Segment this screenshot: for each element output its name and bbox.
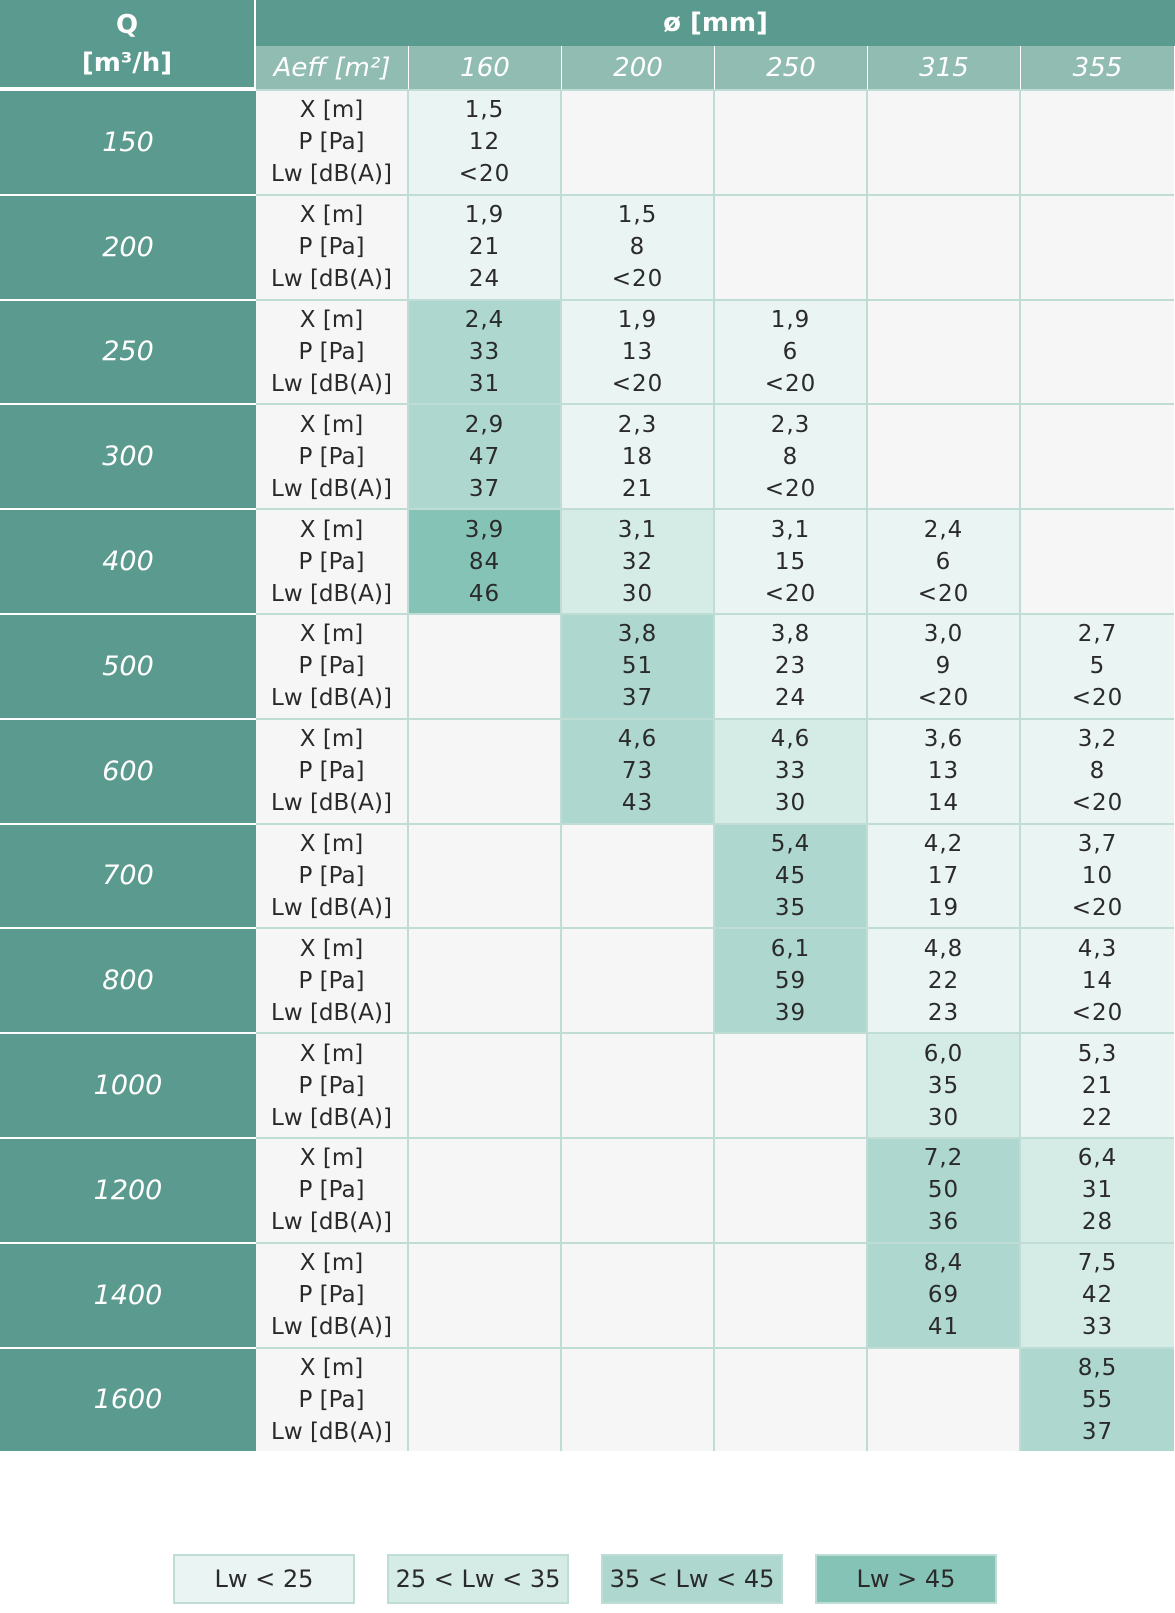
value-x: 3,8 [617, 621, 658, 648]
value-cell [409, 403, 562, 508]
param-label: Lw [dB(A)] [271, 685, 392, 712]
param-label: P [Pa] [298, 967, 365, 994]
value-x: 1,5 [464, 97, 505, 124]
value-x: 3,8 [770, 621, 811, 648]
param-label: X [m] [299, 1040, 364, 1067]
value-p: 35 [927, 1072, 960, 1099]
value-x: 2,4 [464, 306, 505, 333]
value-x: 5,3 [1077, 1040, 1118, 1067]
value-lw: <20 [1071, 894, 1124, 921]
value-x: 1,9 [617, 306, 658, 333]
value-lw: 24 [468, 266, 501, 293]
value-x: 6,0 [923, 1040, 964, 1067]
flow-rate-cell: 600 [0, 718, 256, 823]
value-p: 14 [1081, 967, 1114, 994]
empty-cell [409, 1137, 562, 1242]
param-label: Lw [dB(A)] [271, 790, 392, 817]
flow-rate-cell: 1600 [0, 1347, 256, 1452]
value-p: 8 [1089, 758, 1106, 785]
value-cell [715, 927, 868, 1032]
param-label: P [Pa] [298, 443, 365, 470]
value-cell [868, 823, 1021, 928]
value-cell [409, 194, 562, 299]
empty-cell [1021, 89, 1174, 194]
param-label: Lw [dB(A)] [271, 580, 392, 607]
value-x: 6,4 [1077, 1145, 1118, 1172]
value-cell [868, 1032, 1021, 1137]
diameter-header: ø [mm] [256, 0, 1175, 46]
legend-item-lw_25_35: 25 < Lw < 35 [387, 1554, 569, 1604]
param-label: P [Pa] [298, 1386, 365, 1413]
flow-rate-cell: 1400 [0, 1242, 256, 1347]
value-cell [1021, 927, 1174, 1032]
value-lw: <20 [611, 370, 664, 397]
empty-cell [715, 1242, 868, 1347]
param-label-cell [256, 613, 409, 718]
value-x: 1,5 [617, 202, 658, 229]
value-p: 6 [935, 548, 952, 575]
value-lw: 43 [621, 790, 654, 817]
empty-cell [409, 613, 562, 718]
value-x: 2,4 [923, 516, 964, 543]
q-header [0, 0, 256, 89]
empty-cell [1021, 508, 1174, 613]
value-x: 3,0 [923, 621, 964, 648]
param-label: P [Pa] [298, 129, 365, 156]
value-cell [715, 508, 868, 613]
flow-rate-cell: 250 [0, 299, 256, 404]
value-p: 31 [1081, 1177, 1114, 1204]
value-cell [409, 299, 562, 404]
value-lw: 37 [621, 685, 654, 712]
value-cell [1021, 823, 1174, 928]
value-cell [409, 508, 562, 613]
empty-cell [409, 927, 562, 1032]
value-x: 7,5 [1077, 1250, 1118, 1277]
value-lw: 24 [774, 685, 807, 712]
value-lw: <20 [764, 580, 817, 607]
value-p: 47 [468, 443, 501, 470]
param-label: X [m] [299, 1250, 364, 1277]
value-lw: 21 [621, 475, 654, 502]
param-label: X [m] [299, 306, 364, 333]
empty-cell [715, 1137, 868, 1242]
value-cell [1021, 718, 1174, 823]
value-x: 3,9 [464, 516, 505, 543]
empty-cell [868, 89, 1021, 194]
legend-item-lw_35_45: 35 < Lw < 45 [601, 1554, 783, 1604]
diameter-355-header: 355 [1021, 46, 1174, 89]
flow-rate-cell: 700 [0, 823, 256, 928]
param-label: Lw [dB(A)] [271, 894, 392, 921]
empty-cell [715, 1032, 868, 1137]
value-lw: <20 [764, 370, 817, 397]
empty-cell [868, 1347, 1021, 1452]
value-p: 6 [782, 338, 799, 365]
value-p: 22 [927, 967, 960, 994]
value-cell [562, 718, 715, 823]
value-p: 8 [629, 234, 646, 261]
value-p: 13 [927, 758, 960, 785]
value-p: 33 [774, 758, 807, 785]
param-label: P [Pa] [298, 1282, 365, 1309]
empty-cell [1021, 194, 1174, 299]
value-cell [1021, 1242, 1174, 1347]
empty-cell [1021, 403, 1174, 508]
value-lw: <20 [1071, 685, 1124, 712]
empty-cell [715, 89, 868, 194]
value-lw: 30 [621, 580, 654, 607]
param-label: X [m] [299, 202, 364, 229]
param-label: X [m] [299, 830, 364, 857]
value-p: 21 [468, 234, 501, 261]
value-p: 8 [782, 443, 799, 470]
empty-cell [715, 194, 868, 299]
param-label: P [Pa] [298, 1177, 365, 1204]
diameter-200-header: 200 [562, 46, 715, 89]
value-p: 23 [774, 653, 807, 680]
value-lw: 30 [927, 1104, 960, 1131]
value-cell [868, 1137, 1021, 1242]
value-p: 42 [1081, 1282, 1114, 1309]
value-x: 3,6 [923, 726, 964, 753]
value-x: 5,4 [770, 830, 811, 857]
value-lw: <20 [1071, 999, 1124, 1026]
param-label-cell [256, 403, 409, 508]
param-label-cell [256, 927, 409, 1032]
value-x: 2,3 [770, 411, 811, 438]
param-label: Lw [dB(A)] [271, 999, 392, 1026]
param-label-cell [256, 1347, 409, 1452]
param-label: P [Pa] [298, 234, 365, 261]
empty-cell [409, 1242, 562, 1347]
value-p: 59 [774, 967, 807, 994]
value-x: 8,5 [1077, 1354, 1118, 1381]
param-label: X [m] [299, 411, 364, 438]
param-label: P [Pa] [298, 758, 365, 785]
value-p: 18 [621, 443, 654, 470]
param-label-cell [256, 89, 409, 194]
value-x: 4,3 [1077, 935, 1118, 962]
param-label-cell [256, 299, 409, 404]
value-cell [1021, 1137, 1174, 1242]
param-label: P [Pa] [298, 548, 365, 575]
param-label: Lw [dB(A)] [271, 370, 392, 397]
value-lw: <20 [1071, 790, 1124, 817]
q-header-unit: [m³/h] [81, 47, 173, 78]
value-lw: 22 [1081, 1104, 1114, 1131]
value-x: 2,7 [1077, 621, 1118, 648]
value-x: 7,2 [923, 1145, 964, 1172]
param-label: Lw [dB(A)] [271, 161, 392, 188]
flow-rate-cell: 1200 [0, 1137, 256, 1242]
value-x: 3,2 [1077, 726, 1118, 753]
value-x: 1,9 [770, 306, 811, 333]
value-cell [868, 613, 1021, 718]
value-cell [715, 718, 868, 823]
param-label-cell [256, 1032, 409, 1137]
param-label: Lw [dB(A)] [271, 1314, 392, 1341]
empty-cell [409, 823, 562, 928]
diameter-315-header: 315 [868, 46, 1021, 89]
value-lw: 37 [468, 475, 501, 502]
empty-cell [868, 403, 1021, 508]
value-cell [715, 823, 868, 928]
flow-rate-cell: 400 [0, 508, 256, 613]
value-x: 3,7 [1077, 830, 1118, 857]
value-cell [562, 613, 715, 718]
value-x: 2,9 [464, 411, 505, 438]
empty-cell [562, 1347, 715, 1452]
empty-cell [562, 1032, 715, 1137]
value-lw: 41 [927, 1314, 960, 1341]
empty-cell [409, 1347, 562, 1452]
value-lw: <20 [611, 266, 664, 293]
param-label: X [m] [299, 621, 364, 648]
param-label-cell [256, 194, 409, 299]
value-cell [868, 508, 1021, 613]
value-cell [562, 194, 715, 299]
value-p: 73 [621, 758, 654, 785]
empty-cell [1021, 299, 1174, 404]
flow-rate-cell: 800 [0, 927, 256, 1032]
value-cell [868, 718, 1021, 823]
value-p: 9 [935, 653, 952, 680]
value-lw: 23 [927, 999, 960, 1026]
value-p: 51 [621, 653, 654, 680]
param-label-cell [256, 718, 409, 823]
value-p: 12 [468, 129, 501, 156]
value-lw: 28 [1081, 1209, 1114, 1236]
empty-cell [715, 1347, 868, 1452]
q-header-label: Q [115, 9, 139, 40]
value-x: 2,3 [617, 411, 658, 438]
empty-cell [562, 823, 715, 928]
param-label: X [m] [299, 516, 364, 543]
flow-rate-cell: 500 [0, 613, 256, 718]
value-p: 45 [774, 862, 807, 889]
value-lw: <20 [764, 475, 817, 502]
value-p: 13 [621, 338, 654, 365]
value-cell [562, 508, 715, 613]
value-lw: <20 [458, 161, 511, 188]
value-cell [868, 927, 1021, 1032]
value-lw: <20 [917, 580, 970, 607]
value-p: 5 [1089, 653, 1106, 680]
value-x: 4,6 [770, 726, 811, 753]
value-p: 50 [927, 1177, 960, 1204]
param-label: X [m] [299, 97, 364, 124]
param-label-cell [256, 823, 409, 928]
value-x: 6,1 [770, 935, 811, 962]
value-cell [409, 89, 562, 194]
value-x: 1,9 [464, 202, 505, 229]
diameter-250-header: 250 [715, 46, 868, 89]
param-label: X [m] [299, 935, 364, 962]
value-p: 55 [1081, 1386, 1114, 1413]
value-cell [868, 1242, 1021, 1347]
param-label: Lw [dB(A)] [271, 475, 392, 502]
empty-cell [409, 718, 562, 823]
param-label-cell [256, 1137, 409, 1242]
value-x: 8,4 [923, 1250, 964, 1277]
value-cell [1021, 1347, 1174, 1452]
value-x: 4,8 [923, 935, 964, 962]
value-lw: 33 [1081, 1314, 1114, 1341]
aeff-header: Aeff [m²] [256, 46, 409, 89]
empty-cell [409, 1032, 562, 1137]
legend-item-lw_lt_25: Lw < 25 [173, 1554, 355, 1604]
param-label: Lw [dB(A)] [271, 1104, 392, 1131]
param-label-cell [256, 1242, 409, 1347]
value-cell [715, 299, 868, 404]
param-label-cell [256, 508, 409, 613]
flow-rate-cell: 200 [0, 194, 256, 299]
value-lw: 39 [774, 999, 807, 1026]
flow-rate-cell: 300 [0, 403, 256, 508]
value-x: 3,1 [770, 516, 811, 543]
param-label: Lw [dB(A)] [271, 266, 392, 293]
value-cell [715, 613, 868, 718]
param-label: P [Pa] [298, 1072, 365, 1099]
value-lw: <20 [917, 685, 970, 712]
empty-cell [562, 1137, 715, 1242]
param-label: X [m] [299, 1354, 364, 1381]
value-cell [715, 403, 868, 508]
value-p: 69 [927, 1282, 960, 1309]
value-p: 32 [621, 548, 654, 575]
value-x: 4,6 [617, 726, 658, 753]
value-lw: 46 [468, 580, 501, 607]
empty-cell [562, 1242, 715, 1347]
param-label: P [Pa] [298, 338, 365, 365]
value-lw: 36 [927, 1209, 960, 1236]
param-label: X [m] [299, 1145, 364, 1172]
diameter-160-header: 160 [409, 46, 562, 89]
value-p: 33 [468, 338, 501, 365]
param-label: P [Pa] [298, 653, 365, 680]
param-label: Lw [dB(A)] [271, 1209, 392, 1236]
value-lw: 30 [774, 790, 807, 817]
value-lw: 35 [774, 894, 807, 921]
empty-cell [562, 89, 715, 194]
param-label: X [m] [299, 726, 364, 753]
param-label: Lw [dB(A)] [271, 1418, 392, 1445]
param-label: P [Pa] [298, 862, 365, 889]
flow-rate-cell: 150 [0, 89, 256, 194]
value-p: 21 [1081, 1072, 1114, 1099]
legend-item-lw_gt_45: Lw > 45 [815, 1554, 997, 1604]
value-lw: 14 [927, 790, 960, 817]
empty-cell [562, 927, 715, 1032]
value-cell [1021, 613, 1174, 718]
value-lw: 19 [927, 894, 960, 921]
value-p: 10 [1081, 862, 1114, 889]
value-p: 84 [468, 548, 501, 575]
value-cell [562, 403, 715, 508]
value-lw: 37 [1081, 1418, 1114, 1445]
empty-cell [868, 299, 1021, 404]
value-lw: 31 [468, 370, 501, 397]
empty-cell [868, 194, 1021, 299]
value-p: 17 [927, 862, 960, 889]
value-cell [562, 299, 715, 404]
value-cell [1021, 1032, 1174, 1137]
value-p: 15 [774, 548, 807, 575]
value-x: 3,1 [617, 516, 658, 543]
value-x: 4,2 [923, 830, 964, 857]
flow-rate-cell: 1000 [0, 1032, 256, 1137]
